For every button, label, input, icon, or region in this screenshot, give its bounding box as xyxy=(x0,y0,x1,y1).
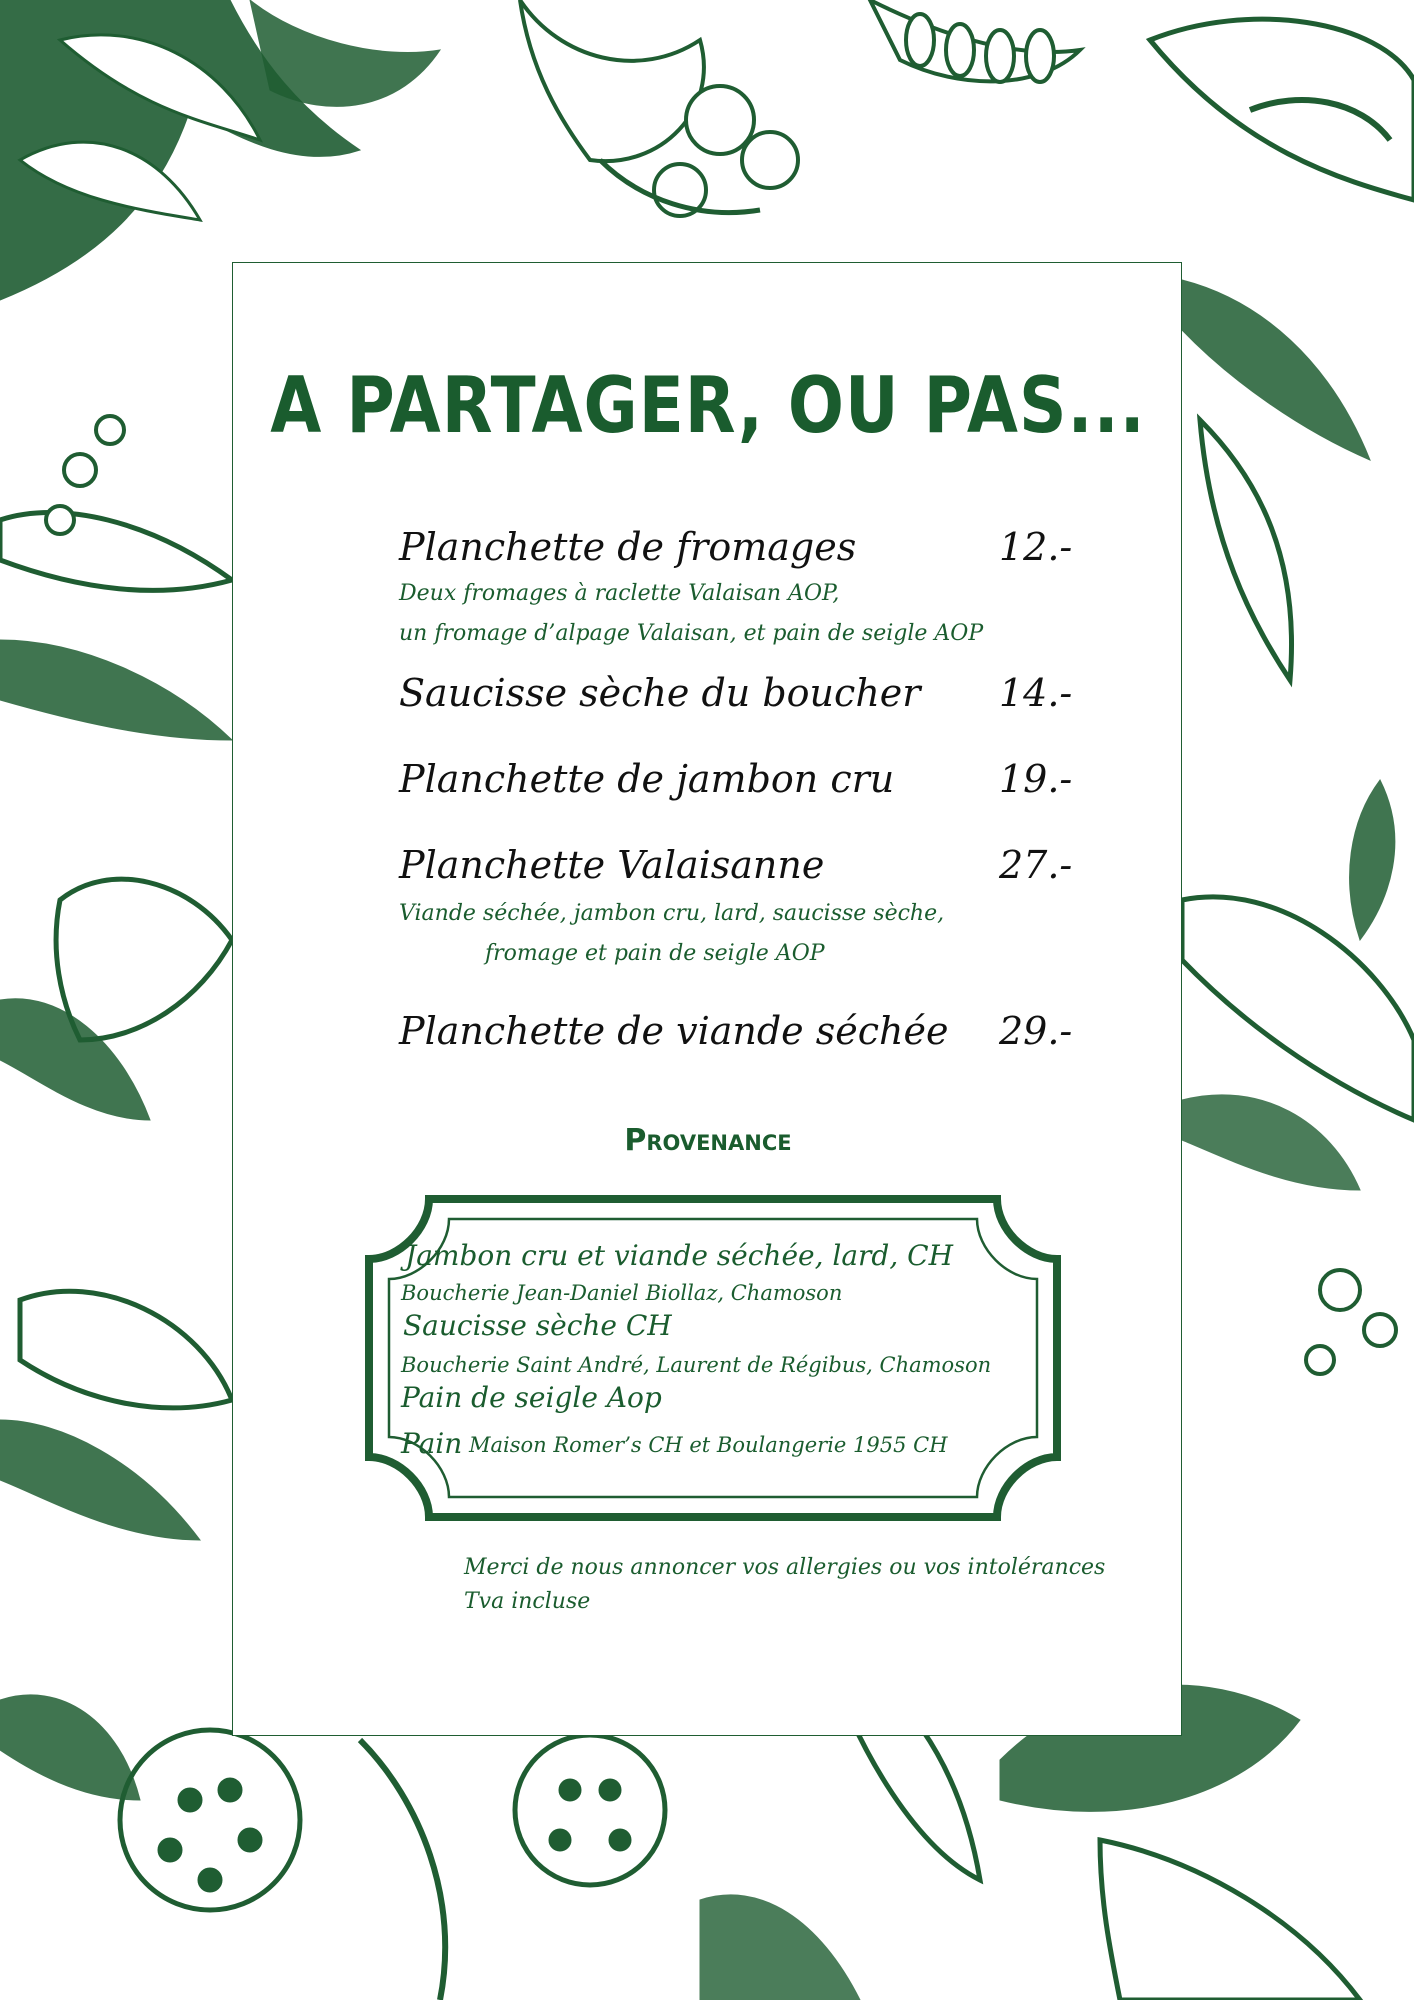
menu-item-price: 12.- xyxy=(999,525,1073,569)
tva-notice: Tva incluse xyxy=(464,1589,591,1614)
menu-item-description: fromage et pain de seigle AOP xyxy=(485,941,825,966)
provenance-line: Saucisse sèche CH xyxy=(403,1309,672,1342)
provenance-line: Pain xyxy=(401,1427,463,1460)
menu-item-description: Deux fromages à raclette Valaisan AOP, xyxy=(399,581,840,606)
provenance-line: Boucherie Jean-Daniel Biollaz, Chamoson xyxy=(401,1281,843,1305)
menu-item-price: 19.- xyxy=(999,757,1073,801)
menu-card xyxy=(232,262,1182,1736)
menu-item-description: Viande séchée, jambon cru, lard, saucisse sèche, xyxy=(399,901,945,926)
menu-item-name: Planchette de jambon cru xyxy=(399,757,895,801)
menu-item-name: Planchette de fromages xyxy=(399,525,857,569)
allergy-notice: Merci de nous annoncer vos allergies ou vos intolérances xyxy=(464,1555,1106,1580)
menu-item-name: Planchette Valaisanne xyxy=(399,843,825,887)
provenance-line: Maison Romer’s CH et Boulangerie 1955 CH xyxy=(469,1433,948,1457)
menu-item-description: un fromage d’alpage Valaisan, et pain de seigle AOP xyxy=(399,621,984,646)
provenance-line: Boucherie Saint André, Laurent de Régibus, Chamoson xyxy=(401,1353,992,1377)
menu-item-price: 27.- xyxy=(999,843,1073,887)
provenance-line: Pain de seigle Aop xyxy=(401,1381,662,1414)
menu-title: A PARTAGER, OU PAS... xyxy=(270,360,1146,451)
menu-item-name: Saucisse sèche du boucher xyxy=(399,671,921,715)
menu-item-price: 14.- xyxy=(999,671,1073,715)
provenance-title: Provenance xyxy=(624,1123,792,1158)
provenance-line: Jambon cru et viande séchée, lard, CH xyxy=(405,1239,953,1272)
menu-item-price: 29.- xyxy=(999,1009,1073,1053)
menu-item-name: Planchette de viande séchée xyxy=(399,1009,949,1053)
